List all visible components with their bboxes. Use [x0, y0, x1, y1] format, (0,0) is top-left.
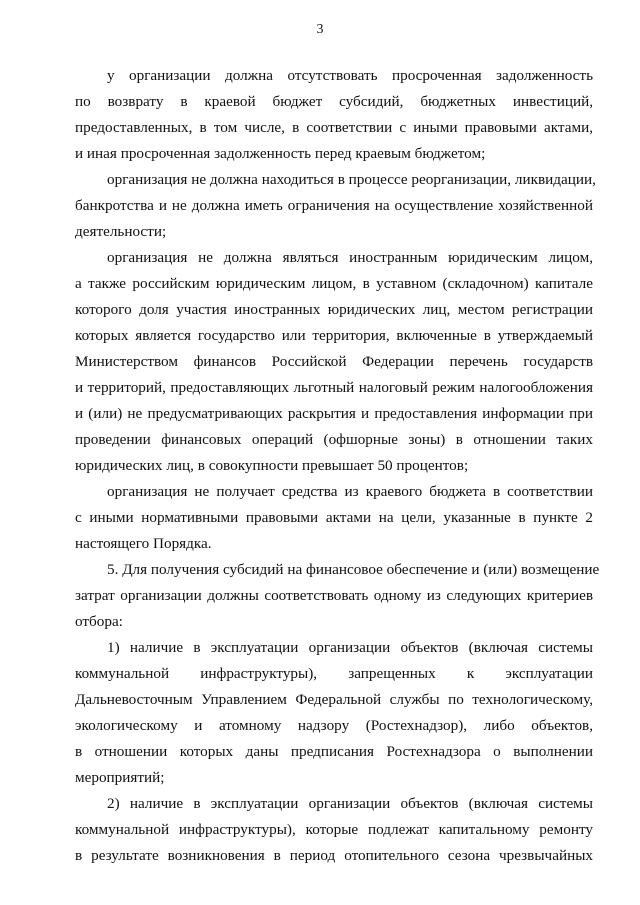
text-line: которого доля участия иностранных юридических лиц, местом регистрации [75, 301, 593, 318]
text-line: экологическому и атомному надзору (Ростехнадзор), либо объектов, [75, 717, 593, 734]
text-line: 2) наличие в эксплуатации организации объектов (включая системы [107, 795, 593, 812]
text-line: 5. Для получения субсидий на финансовое обеспечение и (или) возмещение [107, 561, 600, 578]
text-line: затрат организации должны соответствовать одному из следующих критериев [75, 587, 593, 604]
text-line: банкротства и не должна иметь ограничения на осуществление хозяйственной [75, 197, 593, 214]
text-line: и территорий, предоставляющих льготный налоговый режим налогообложения [75, 379, 593, 396]
text-line: настоящего Порядка. [75, 535, 212, 552]
text-line: мероприятий; [75, 769, 165, 786]
text-line: организация не должна являться иностранным юридическим лицом, [107, 249, 593, 266]
text-line: коммунальной инфраструктуры), которые подлежат капитальному ремонту [75, 821, 593, 838]
text-line: организация не должна находиться в процессе реорганизации, ликвидации, [107, 171, 596, 188]
text-line: в отношении которых даны предписания Ростехнадзора о выполнении [75, 743, 593, 760]
text-line: а также российским юридическим лицом, в уставном (складочном) капитале [75, 275, 593, 292]
text-line: по возврату в краевой бюджет субсидий, бюджетных инвестиций, [75, 93, 593, 110]
text-line: которых является государство или территория, включенные в утверждаемый [75, 327, 593, 344]
text-line: Министерством финансов Российской Федерации перечень государств [75, 353, 593, 370]
page-number: 3 [316, 22, 324, 37]
text-line: предоставленных, в том числе, в соответствии с иными правовыми актами, [75, 119, 593, 136]
text-line: отбора: [75, 613, 123, 630]
text-line: проведении финансовых операций (офшорные зоны) в отношении таких [75, 431, 593, 448]
text-line: коммунальной инфраструктуры), запрещенных к эксплуатации [75, 665, 593, 682]
text-line: юридических лиц, в совокупности превышает 50 процентов; [75, 457, 469, 474]
text-line: с иными нормативными правовыми актами на цели, указанные в пункте 2 [75, 509, 593, 526]
text-line: организация не получает средства из краевого бюджета в соответствии [107, 483, 593, 500]
text-line: и (или) не предусматривающих раскрытия и предоставления информации при [75, 405, 593, 422]
text-line: 1) наличие в эксплуатации организации объектов (включая системы [107, 639, 593, 656]
text-line: Дальневосточным Управлением Федеральной службы по технологическому, [75, 691, 593, 708]
text-line: у организации должна отсутствовать просроченная задолженность [107, 67, 593, 84]
text-line: деятельности; [75, 223, 167, 240]
text-line: и иная просроченная задолженность перед краевым бюджетом; [75, 145, 486, 162]
text-line: в результате возникновения в период отопительного сезона чрезвычайных [75, 847, 593, 864]
